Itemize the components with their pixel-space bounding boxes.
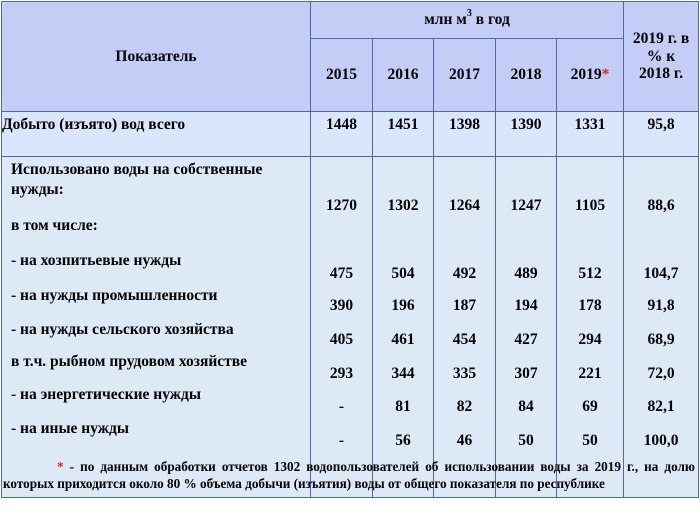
table-cell: 405 bbox=[329, 331, 354, 348]
header-row-1 bbox=[2, 2, 699, 39]
table-cell: 1264 bbox=[449, 197, 480, 214]
table-cell: 1451 bbox=[373, 112, 434, 157]
pct-header: 2019 г. в % к 2018 г. bbox=[624, 2, 699, 112]
col-2015-cell bbox=[311, 157, 373, 498]
row-label: - на энергетические нужды bbox=[11, 386, 201, 403]
table-cell: 221 bbox=[578, 365, 602, 382]
table-cell: 196 bbox=[391, 297, 415, 314]
footnote-asterisk: * bbox=[57, 459, 64, 474]
year-header-2017: 2017 bbox=[434, 39, 496, 112]
unit-prefix: млн м bbox=[424, 11, 467, 29]
table-cell: 81 bbox=[395, 398, 411, 415]
col-2018-values bbox=[496, 157, 556, 497]
row-label: - на иные нужды bbox=[11, 420, 129, 437]
table-cell: 187 bbox=[452, 297, 477, 314]
table-cell: 1105 bbox=[574, 197, 606, 214]
table-cell: 1247 bbox=[510, 197, 542, 214]
table-cell-pct: 68,9 bbox=[647, 331, 675, 348]
table-cell: 50 bbox=[582, 432, 598, 449]
col-2019-values bbox=[557, 157, 623, 497]
usage-labels bbox=[2, 157, 310, 497]
table-cell: - bbox=[338, 398, 345, 415]
table-cell: 46 bbox=[456, 432, 473, 449]
row-label: в т.ч. рыбном прудовом хозяйстве bbox=[11, 353, 248, 370]
table-cell-pct: 82,1 bbox=[647, 398, 675, 415]
footnote bbox=[3, 458, 695, 492]
table-cell: 178 bbox=[578, 297, 602, 314]
usage-labels-cell bbox=[2, 157, 311, 498]
table-cell: 461 bbox=[391, 331, 415, 348]
table-row-extracted bbox=[2, 112, 699, 157]
table-cell: 50 bbox=[518, 432, 534, 449]
table-cell: 1302 bbox=[387, 197, 419, 214]
col-pct-cell bbox=[624, 157, 699, 498]
col-2015-values bbox=[311, 157, 372, 497]
col-2016-cell bbox=[373, 157, 434, 498]
table-cell: 307 bbox=[514, 365, 538, 382]
col-2017-cell bbox=[434, 157, 496, 498]
table-cell: 390 bbox=[329, 297, 354, 314]
table-cell: 427 bbox=[514, 331, 538, 348]
year-header-2016: 2016 bbox=[373, 39, 434, 112]
unit-suffix: в год bbox=[471, 11, 510, 29]
table-row-usage-block bbox=[2, 157, 699, 498]
table-cell: 454 bbox=[452, 331, 477, 348]
table-cell: 294 bbox=[578, 331, 602, 348]
table-cell: 335 bbox=[452, 365, 477, 382]
table-cell: 82 bbox=[456, 398, 473, 415]
table-cell: 475 bbox=[329, 265, 354, 282]
table-cell-pct: 95,8 bbox=[624, 112, 699, 157]
table-cell-pct: 72,0 bbox=[647, 365, 675, 382]
col-2019-cell bbox=[557, 157, 624, 498]
col-pct-values bbox=[624, 157, 698, 497]
asterisk-marker: * bbox=[601, 66, 610, 83]
row-label-extracted: Добыто (изъято) вод всего bbox=[2, 112, 311, 157]
table-cell: 1331 bbox=[557, 112, 624, 157]
table-cell: 489 bbox=[514, 265, 538, 282]
water-usage-table bbox=[1, 1, 699, 498]
table-cell-pct: 104,7 bbox=[643, 265, 679, 282]
unit-header bbox=[311, 2, 624, 39]
table-cell: 84 bbox=[518, 398, 534, 415]
footnote-text: - по данным обработки отчетов 1302 водопользователей об использовании воды за 2019 г., на долю которых приходится около 80 % объема добычи (изъятия) воды от общего показателя по республике bbox=[3, 459, 695, 491]
table-cell: 1270 bbox=[326, 197, 357, 214]
col-2017-values bbox=[434, 157, 495, 497]
table-cell: 492 bbox=[452, 265, 477, 282]
table-cell: 293 bbox=[329, 365, 354, 382]
row-label-used: Использовано воды на собственные нужды: bbox=[11, 161, 263, 198]
table-cell-pct: 91,8 bbox=[647, 297, 675, 314]
col-2018-cell bbox=[496, 157, 557, 498]
indicator-header: Показатель bbox=[2, 2, 311, 112]
row-label: - на нужды промышленности bbox=[11, 287, 218, 304]
including-label: в том числе: bbox=[11, 217, 98, 234]
row-label: - на нужды сельского хозяйства bbox=[11, 321, 234, 338]
table-cell: 1390 bbox=[496, 112, 557, 157]
table-cell: 504 bbox=[391, 265, 415, 282]
table-cell: 1398 bbox=[434, 112, 496, 157]
table-cell-pct: 88,6 bbox=[647, 197, 675, 214]
table-cell: - bbox=[338, 432, 345, 449]
year-header-2015: 2015 bbox=[311, 39, 373, 112]
table-cell: 1448 bbox=[311, 112, 373, 157]
table-cell: 69 bbox=[582, 398, 598, 415]
table-cell: 194 bbox=[514, 297, 538, 314]
table-cell-pct: 100,0 bbox=[643, 432, 679, 449]
table-cell: 512 bbox=[578, 265, 602, 282]
col-2016-values bbox=[373, 157, 433, 497]
year-header-2019: 2019* bbox=[557, 39, 624, 112]
table-cell: 56 bbox=[395, 432, 411, 449]
table-cell: 344 bbox=[391, 365, 415, 382]
row-label: - на хозпитьевые нужды bbox=[11, 252, 182, 269]
unit-superscript: 3 bbox=[466, 8, 472, 20]
year-header-2018: 2018 bbox=[496, 39, 557, 112]
